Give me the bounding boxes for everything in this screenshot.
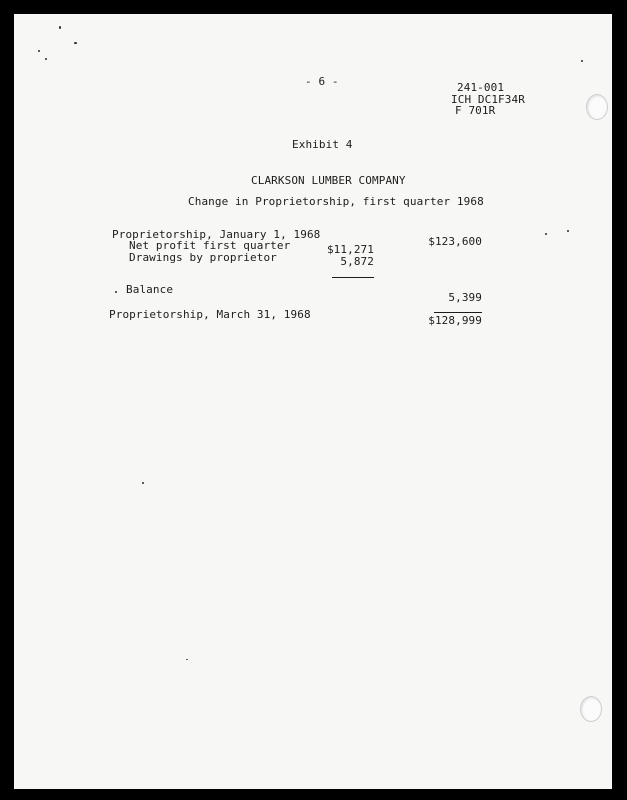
scan-speck — [142, 482, 144, 484]
doc-code-1: 241-001 — [457, 81, 505, 94]
subtotal-rule — [332, 277, 374, 278]
page-number: - 6 - — [305, 75, 339, 88]
closing-amount: $128,999 — [428, 314, 482, 327]
scan-speck — [45, 58, 47, 60]
scan-speck — [186, 659, 188, 660]
scan-speck — [115, 291, 117, 293]
punch-hole — [586, 94, 608, 120]
opening-label: Proprietorship, January 1, 1968 — [112, 228, 321, 241]
balance-amount: 5,399 — [448, 291, 482, 304]
scan-speck — [74, 42, 77, 44]
document-page — [14, 14, 612, 789]
scan-speck — [581, 60, 583, 62]
statement-title: Change in Proprietorship, first quarter 1968 — [188, 195, 484, 208]
drawings-label: Drawings by proprietor — [129, 251, 277, 264]
drawings-amount: 5,872 — [340, 255, 374, 268]
punch-hole — [580, 696, 602, 722]
closing-label: Proprietorship, March 31, 1968 — [109, 308, 311, 321]
scan-speck — [567, 230, 569, 232]
balance-label: Balance — [126, 283, 174, 296]
scan-speck — [38, 50, 40, 52]
exhibit-label: Exhibit 4 — [292, 138, 353, 151]
net-profit-amount: $11,271 — [326, 243, 374, 256]
total-rule — [434, 312, 482, 313]
company-name: CLARKSON LUMBER COMPANY — [251, 174, 406, 187]
doc-code-3: F 701R — [455, 104, 496, 117]
scan-speck — [59, 26, 61, 29]
doc-code-2: ICH DC1F34R — [451, 93, 525, 106]
scan-speck — [545, 233, 547, 235]
opening-amount: $123,600 — [428, 235, 482, 248]
net-profit-label: Net profit first quarter — [129, 239, 291, 252]
